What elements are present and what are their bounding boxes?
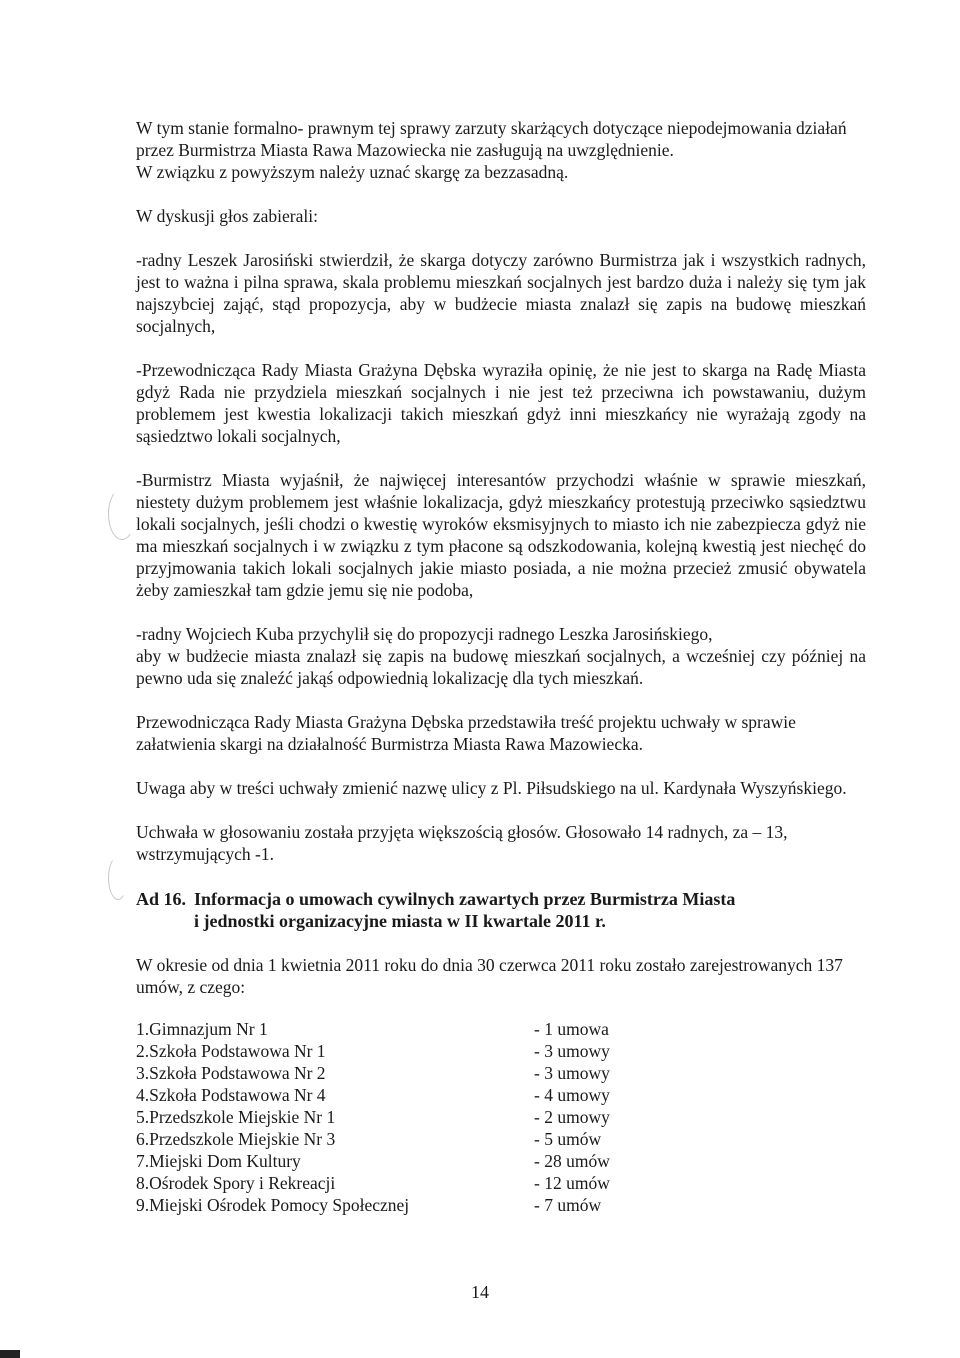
resolution-presentation: Przewodnicząca Rady Miasta Grażyna Dębska przedstawiła treść projektu uchwały w sprawie załatwienia skargi na działalność Burmistrza Miasta Rawa Mazowiecka. [136, 712, 796, 754]
contract-count: - 3 umowy [534, 1063, 610, 1083]
page-number: 14 [471, 1282, 489, 1302]
intro-paragraph: W tym stanie formalno- prawnym tej sprawy zarzuty skarżących dotyczące niepodejmowania działań przez Burmistrza Miasta Rawa Mazowiecka nie zasługują na uwzględnienie. [136, 118, 847, 160]
contract-count: - 1 umowa [534, 1019, 609, 1039]
contract-count: - 5 umów [534, 1129, 602, 1149]
list-item [136, 1018, 610, 1040]
contract-unit: 5.Przedszkole Miejskie Nr 1 [136, 1107, 336, 1127]
contract-count: - 7 umów [534, 1195, 602, 1215]
document-body [136, 117, 866, 1216]
contract-count: - 3 umowy [534, 1041, 610, 1061]
punch-hole-mark [108, 856, 128, 900]
list-item [136, 1150, 610, 1172]
street-name-remark: Uwaga aby w treści uchwały zmienić nazwę ulicy z Pl. Piłsudskiego na ul. Kardynała Wyszyńskiego. [136, 778, 847, 798]
contract-unit: 4.Szkoła Podstawowa Nr 4 [136, 1085, 326, 1105]
contract-count: - 28 umów [534, 1151, 610, 1171]
contract-unit: 2.Szkoła Podstawowa Nr 1 [136, 1041, 326, 1061]
scan-edge-mark [0, 1350, 20, 1358]
list-item [136, 1128, 610, 1150]
speech-jarosinski: -radny Leszek Jarosiński stwierdził, że skarga dotyczy zarówno Burmistrza jak i wszystkich radnych, jest to ważna i pilna sprawa, skala problemu mieszkań socjalnych jest bardzo duża i należy się tym jak najszybciej zająć, stąd propozycja, aby w budżecie miasta znalazł się zapis na budowę mieszkań socjalnych, [136, 250, 866, 336]
speech-burmistrz: -Burmistrz Miasta wyjaśnił, że najwięcej interesantów przychodzi właśnie w sprawie mieszkań, niestety dużym problemem jest właśnie lokalizacja, gdyż mieszkańcy protestują przeciwko sąsiedztwu lokali socjalnych, jeśli chodzi o kwestię wyroków eksmisyjnych to miasto ich nie zabezpiecza gdyż nie ma mieszkań socjalnych i w związku z tym płacone są odszkodowania, kolejną kwestią jest niechęć do przyjmowania takich lokali socjalnych jakie miasto posiada, a nie można przecież zmusić obywatela żeby zamieszkał tam gdzie jemu się nie podoba, [136, 470, 866, 600]
speech-debska: -Przewodnicząca Rady Miasta Grażyna Dębska wyraziła opinię, że nie jest to skarga na Radę Miasta gdyż Rada nie przydziela mieszkań socjalnych i nie jest też przeciwna ich powstawaniu, dużym problemem jest kwestia lokalizacji takich mieszkań gdyż inni mieszkańcy nie wyrażają zgody na sąsiedztwo lokali socjalnych, [136, 360, 866, 446]
contract-count: - 2 umowy [534, 1107, 610, 1127]
agenda-number: Ad 16. [136, 889, 187, 909]
punch-hole-mark [108, 488, 136, 540]
contract-count: - 4 umowy [534, 1085, 610, 1105]
vote-result: Uchwała w głosowaniu została przyjęta większością głosów. Głosowało 14 radnych, za – 13, wstrzymujących -1. [136, 822, 788, 864]
list-item [136, 1040, 610, 1062]
contract-unit: 3.Szkoła Podstawowa Nr 2 [136, 1063, 326, 1083]
contract-unit: 7.Miejski Dom Kultury [136, 1151, 301, 1171]
list-item [136, 1062, 610, 1084]
contract-count: - 12 umów [534, 1173, 610, 1193]
contract-unit: 8.Ośrodek Spory i Rekreacji [136, 1173, 336, 1193]
speech-kuba-line1: -radny Wojciech Kuba przychylił się do propozycji radnego Leszka Jarosińskiego, [136, 624, 713, 644]
heading-line-2: i jednostki organizacyjne miasta w II kwartale 2011 r. [194, 911, 606, 931]
list-item [136, 1084, 610, 1106]
intro-conclusion: W związku z powyższym należy uznać skargę za bezzasadną. [136, 162, 569, 182]
contract-unit: 9.Miejski Ośrodek Pomocy Społecznej [136, 1195, 410, 1215]
agenda-heading [136, 888, 866, 932]
list-item [136, 1106, 610, 1128]
contracts-list [136, 1018, 610, 1216]
list-item [136, 1194, 610, 1216]
speech-kuba-rest: aby w budżecie miasta znalazł się zapis na budowę mieszkań socjalnych, a wcześniej czy później na pewno uda się znaleźć jakąś odpowiednią lokalizację dla tych mieszkań. [136, 646, 866, 688]
heading-line-1: Informacja o umowach cywilnych zawartych przez Burmistrza Miasta [194, 889, 736, 909]
contract-unit: 6.Przedszkole Miejskie Nr 3 [136, 1129, 336, 1149]
list-item [136, 1172, 610, 1194]
contracts-period: W okresie od dnia 1 kwietnia 2011 roku do dnia 30 czerwca 2011 roku zostało zarejestrowanych 137 umów, z czego: [136, 955, 843, 997]
contract-unit: 1.Gimnazjum Nr 1 [136, 1019, 268, 1039]
discussion-intro: W dyskusji głos zabierali: [136, 206, 318, 226]
